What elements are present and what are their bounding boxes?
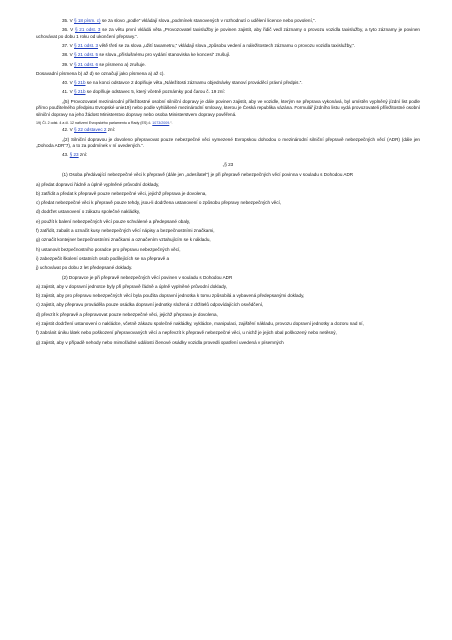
paragraph-text: větě třetí se za slova „užití taxametru,“ vkládají slova „způsobu vedení a náležitostech záznamu o provozu vozidla taxislužby,“. bbox=[98, 43, 356, 48]
reference-link[interactable]: § 21 odst. 3 bbox=[74, 27, 101, 33]
paragraph bbox=[36, 18, 420, 24]
reference-link[interactable]: § 22 odstavec 2 bbox=[74, 127, 107, 133]
paragraph bbox=[36, 265, 420, 271]
paragraph-text: „(5) Provozovatel mezinárodní příležitostné osobní silniční dopravy je dále povinen zajistit, aby ve vozidle, kterým se přeprava vykonává, byl umístěn vyplněný jízdní list podle přímo použitelného předpisu Evropské unie19) nebo podle vyhlášené mezinárodní smlouvy, kterou je Česká republika vázána. Formulář jízdního listu vydá provozovateli příležitostné osobní silniční dopravy na jeho žádost Ministerstvo dopravy nebo osoba Ministerstvem dopravy pověřená. bbox=[36, 98, 420, 117]
paragraph-text: a) zajistit, aby v dopravní jednotce byly při přepravě řádně a úplně vyplněné průvodní doklady, bbox=[36, 283, 227, 289]
paragraph-text: 36. V bbox=[62, 27, 75, 33]
paragraph-text: (2) Dopravce je při přepravě nebezpečných věcí povinen v souladu s Dohodou ADR bbox=[62, 274, 233, 280]
paragraph-text: 41. V bbox=[62, 89, 75, 95]
paragraph bbox=[36, 200, 420, 206]
paragraph bbox=[36, 209, 420, 215]
paragraph-text: d) dodržet ustanovení o zákazu společné nakládky, bbox=[36, 209, 141, 215]
paragraph-text: 40. V bbox=[62, 80, 75, 86]
paragraph bbox=[36, 27, 420, 40]
section-heading bbox=[36, 162, 420, 168]
paragraph-text: g) zajistit, aby v případě nehody nebo mimořádné události členové osádky vozidla provedli opatření uvedená v písemných bbox=[36, 339, 284, 345]
paragraph-text: g) označit kontejner bezpečnostními značkami a označením vztahujícím se k nákladu, bbox=[36, 237, 211, 243]
paragraph bbox=[36, 43, 420, 49]
paragraph bbox=[36, 182, 420, 188]
paragraph-text: (1) Osoba předávající nebezpečné věci k přepravě (dále jen „odesílatel“) je při přepravě nebezpečných věcí povinna v souladu s Dohodou ADR bbox=[62, 172, 354, 178]
paragraph-text: e) použít k balení nebezpečných věcí pouze schválené a předepsané obaly, bbox=[36, 218, 191, 224]
paragraph-text: „§ 23 bbox=[222, 161, 234, 167]
document-page bbox=[36, 18, 420, 349]
paragraph bbox=[36, 172, 420, 178]
paragraph bbox=[36, 275, 420, 281]
paragraph-text: f) zatřídit, zabalit a označit kusy nebezpečných věcí nápisy a bezpečnostními značkami, bbox=[36, 228, 215, 234]
reference-link[interactable]: § 21b bbox=[74, 89, 86, 95]
paragraph-text: i) zabezpečit školení ostatních osob podílejících se na přepravě a bbox=[36, 255, 170, 261]
paragraph bbox=[36, 191, 420, 197]
paragraph-text: c) předat nebezpečné věci k přepravě pouze tehdy, jsou-li dodržena ustanovení o způsobu přepravy nebezpečných věcí, bbox=[36, 200, 282, 206]
paragraph bbox=[36, 52, 420, 58]
paragraph-text: 42. V bbox=[62, 127, 75, 133]
paragraph bbox=[36, 330, 420, 336]
paragraph-text: „(2) Silniční dopravou je dovoleno přepravovat pouze nebezpečné věci vymezené Evropskou dohodou o mezinárodní silniční přepravě nebezpečných věcí (ADR) (dále jen „Dohoda ADR“7), a to za podmínek v ní uvedených.“. bbox=[36, 136, 420, 149]
paragraph-text: 43. bbox=[62, 152, 70, 158]
paragraph bbox=[36, 284, 420, 290]
reference-link[interactable]: § 21 odst. 6 bbox=[74, 61, 99, 67]
footnote bbox=[36, 121, 420, 126]
paragraph bbox=[36, 247, 420, 253]
paragraph bbox=[36, 237, 420, 243]
paragraph-text: 19) Čl. 2 odst. 4 a čl. 12 nařízení Evropského parlamentu a Rady (ES) č. bbox=[36, 120, 153, 125]
reference-link[interactable]: § 21 odst. 5 bbox=[74, 52, 99, 58]
paragraph bbox=[36, 312, 420, 318]
paragraph bbox=[36, 340, 420, 346]
paragraph-text: 39. V bbox=[62, 61, 75, 67]
paragraph-text: f) zabránit úniku látek nebo poškození přepravovaných věcí a nepřevzít k přepravě nebezpečné věci, u nichž je jejich obal poškozený nebo netěsný, bbox=[36, 330, 337, 336]
paragraph-text: e) zajistit dodržení ustanovení o nakládce, včetně zákazu společné nakládky, vykládce, manipulaci, zajištění nákladu, provozu dopravní jednotky a dozoru nad ní, bbox=[36, 321, 364, 327]
paragraph-text: b) zajistit, aby pro přepravu nebezpečných věcí byla použita dopravní jednotka k tomu způsobilá a vybavená předepsanými doklady, bbox=[36, 293, 305, 299]
paragraph bbox=[36, 62, 420, 68]
paragraph bbox=[36, 137, 420, 150]
paragraph bbox=[36, 71, 420, 77]
paragraph bbox=[36, 321, 420, 327]
paragraph bbox=[36, 152, 420, 158]
paragraph-text: j) uchovávat po dobu 2 let předepsané doklady. bbox=[36, 265, 133, 271]
paragraph-text: b) zatřídit a předat k přepravě pouze nebezpečné věci, jejichž přeprava je dovolena, bbox=[36, 190, 207, 196]
paragraph-text: se slova „příslušnému pro vydání stanoviska ke koncesi“ zrušují. bbox=[98, 52, 231, 58]
paragraph-text: Dosavadní písmena b) až d) se označují jako písmena a) až c). bbox=[36, 70, 165, 76]
reference-link[interactable]: § 18 písm. c) bbox=[74, 18, 101, 23]
paragraph bbox=[36, 256, 420, 262]
paragraph-text: se za slovo „podle“ vkládají slova „podmínek stanovených v rozhodnutí o udělení licence nebo povolení,“. bbox=[100, 18, 316, 23]
paragraph-text: d) převzít k přepravě a přepravovat pouze nebezpečné věci, jejichž přeprava je dovolena, bbox=[36, 311, 218, 317]
paragraph bbox=[36, 99, 420, 118]
paragraph-text: 38. V bbox=[62, 52, 75, 58]
paragraph bbox=[36, 80, 420, 86]
paragraph-text: se za větu první vkládá věta „Provozovatel taxislužby je povinen zajistit, aby řidič vedl záznamy o provozu vozidla taxislužby, a tyto záznamy je povinen uchovávat po dobu 1 roku od ukončení přepravy.“. bbox=[36, 27, 420, 39]
reference-link[interactable]: 1073/2009 bbox=[152, 120, 170, 125]
paragraph bbox=[36, 127, 420, 133]
paragraph-text: h) ustanovit bezpečnostního poradce pro přepravu nebezpečných věcí, bbox=[36, 246, 181, 252]
paragraph bbox=[36, 293, 420, 299]
paragraph-text: c) zajistit, aby přepravu prováděla pouze osádka dopravní jednotky složená z držitelů odpovídajících osvědčení, bbox=[36, 302, 264, 308]
paragraph bbox=[36, 89, 420, 95]
paragraph-text: se doplňuje odstavec 5, který včetně poznámky pod čarou č. 19 zní: bbox=[85, 89, 225, 95]
reference-link[interactable]: § 23 bbox=[69, 152, 79, 158]
paragraph bbox=[36, 219, 420, 225]
paragraph-text: a) předat dopravci řádně a úplně vyplněné průvodní doklady, bbox=[36, 181, 160, 187]
paragraph-text: .“. bbox=[169, 120, 173, 125]
paragraph-text: se na konci odstavce 2 doplňuje věta „Náležitosti záznamu objednávky stanoví prováděcí právní předpis.“. bbox=[85, 80, 303, 86]
paragraph-text: se písmeno a) zrušuje. bbox=[98, 61, 146, 67]
reference-link[interactable]: § 21 odst. 3 bbox=[74, 43, 99, 48]
paragraph-text: 35. V bbox=[62, 18, 75, 23]
paragraph bbox=[36, 302, 420, 308]
paragraph-text: zní: bbox=[106, 127, 116, 133]
paragraph bbox=[36, 228, 420, 234]
paragraph-text: 37. V bbox=[62, 43, 75, 48]
reference-link[interactable]: § 21b bbox=[74, 80, 86, 86]
paragraph-text: zní: bbox=[78, 152, 88, 158]
